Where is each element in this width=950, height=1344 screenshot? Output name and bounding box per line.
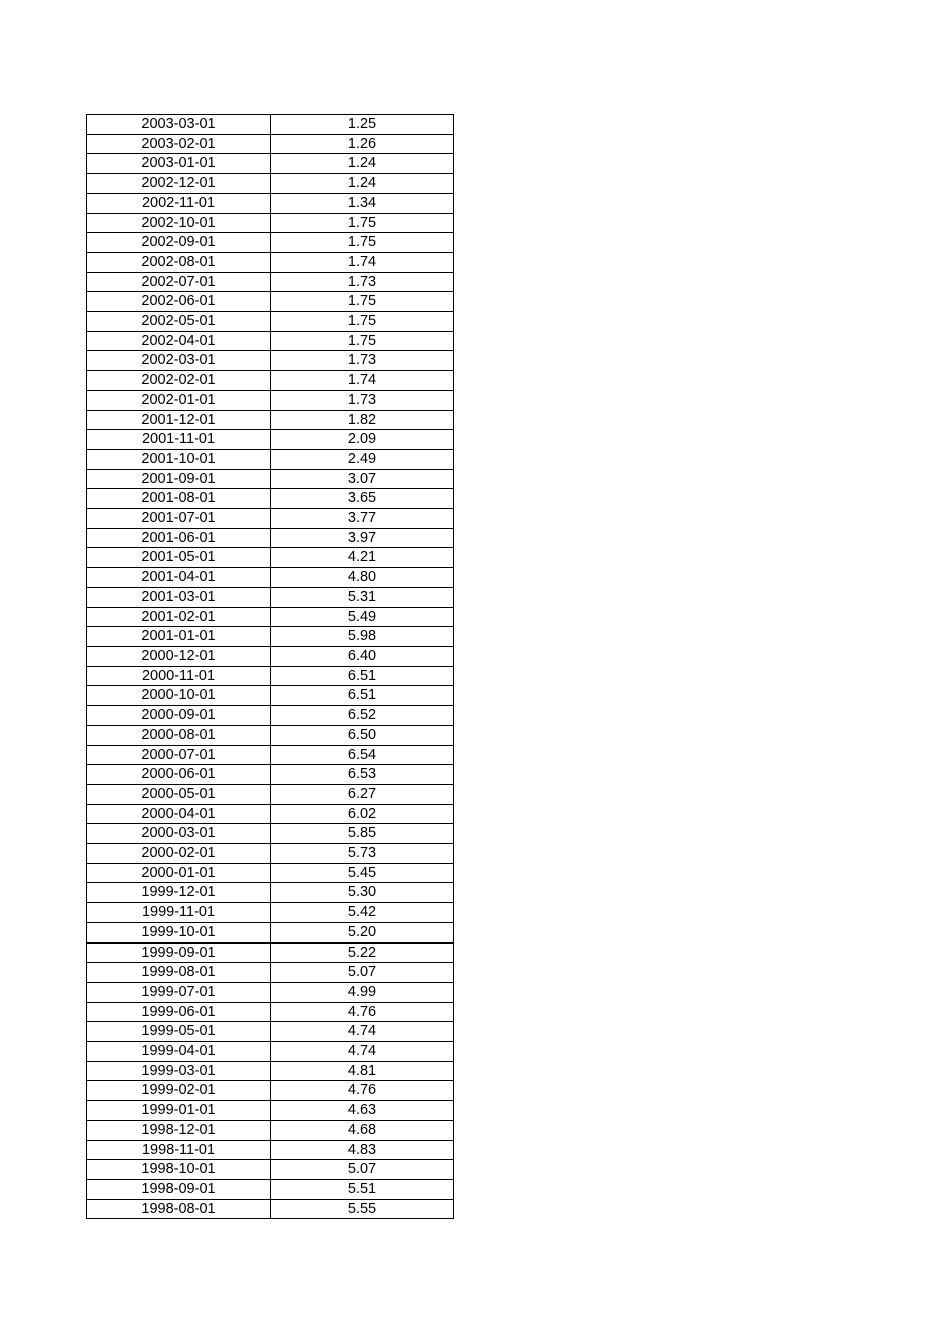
value-cell: 4.21 <box>271 548 454 568</box>
table-row <box>87 390 453 410</box>
date-cell: 2001-08-01 <box>87 489 271 509</box>
value-cell: 5.45 <box>271 863 454 883</box>
table-row <box>87 943 453 963</box>
date-cell: 2002-01-01 <box>87 390 271 410</box>
value-cell: 4.68 <box>271 1120 454 1140</box>
date-cell: 2000-01-01 <box>87 863 271 883</box>
data-table-container <box>86 114 454 1219</box>
value-cell: 4.76 <box>271 1002 454 1022</box>
date-cell: 1998-10-01 <box>87 1160 271 1180</box>
table-row <box>87 627 453 647</box>
value-cell: 2.09 <box>271 430 454 450</box>
date-cell: 1999-04-01 <box>87 1042 271 1062</box>
table-row <box>87 784 453 804</box>
table-row <box>87 410 453 430</box>
value-cell: 1.73 <box>271 272 454 292</box>
date-cell: 1999-06-01 <box>87 1002 271 1022</box>
date-cell: 2001-01-01 <box>87 627 271 647</box>
date-cell: 1999-08-01 <box>87 963 271 983</box>
table-row <box>87 883 453 903</box>
table-row <box>87 1101 453 1121</box>
table-row <box>87 824 453 844</box>
value-cell: 3.77 <box>271 509 454 529</box>
table-row <box>87 745 453 765</box>
table-row <box>87 548 453 568</box>
value-cell: 1.24 <box>271 174 454 194</box>
date-cell: 1999-09-01 <box>87 943 271 963</box>
value-cell: 6.50 <box>271 725 454 745</box>
value-cell: 5.98 <box>271 627 454 647</box>
table-row <box>87 963 453 983</box>
value-cell: 3.65 <box>271 489 454 509</box>
date-cell: 1999-10-01 <box>87 922 271 942</box>
date-cell: 2003-01-01 <box>87 154 271 174</box>
table-row <box>87 686 453 706</box>
date-cell: 2003-03-01 <box>87 115 271 134</box>
table-row <box>87 489 453 509</box>
value-cell: 1.82 <box>271 410 454 430</box>
value-cell: 4.74 <box>271 1022 454 1042</box>
value-cell: 6.27 <box>271 784 454 804</box>
value-cell: 5.22 <box>271 943 454 963</box>
date-cell: 2000-11-01 <box>87 666 271 686</box>
value-cell: 6.51 <box>271 686 454 706</box>
date-cell: 2002-02-01 <box>87 371 271 391</box>
date-cell: 1998-08-01 <box>87 1199 271 1218</box>
value-cell: 5.20 <box>271 922 454 942</box>
table-row <box>87 213 453 233</box>
value-cell: 5.85 <box>271 824 454 844</box>
table-row <box>87 1022 453 1042</box>
value-cell: 1.75 <box>271 233 454 253</box>
date-cell: 2002-08-01 <box>87 252 271 272</box>
value-cell: 1.75 <box>271 213 454 233</box>
value-cell: 1.25 <box>271 115 454 134</box>
table-row <box>87 134 453 154</box>
table-row <box>87 1140 453 1160</box>
value-cell: 1.74 <box>271 252 454 272</box>
value-cell: 1.24 <box>271 154 454 174</box>
value-cell: 1.34 <box>271 193 454 213</box>
table-row <box>87 646 453 666</box>
table-row <box>87 154 453 174</box>
date-cell: 1999-01-01 <box>87 1101 271 1121</box>
table-row <box>87 844 453 864</box>
table-row <box>87 903 453 923</box>
date-cell: 2002-09-01 <box>87 233 271 253</box>
table-row <box>87 982 453 1002</box>
table-row <box>87 252 453 272</box>
table-row <box>87 1120 453 1140</box>
table-row <box>87 312 453 332</box>
date-cell: 1999-07-01 <box>87 982 271 1002</box>
table-row <box>87 174 453 194</box>
value-cell: 5.55 <box>347 1200 377 1217</box>
table-row <box>87 509 453 529</box>
table-row <box>87 1042 453 1062</box>
value-cell: 5.07 <box>271 963 454 983</box>
table-row <box>87 1199 453 1218</box>
date-cell: 2002-12-01 <box>87 174 271 194</box>
value-cell: 4.81 <box>271 1061 454 1081</box>
date-cell: 2002-04-01 <box>87 331 271 351</box>
table-row <box>87 430 453 450</box>
date-cell: 2001-02-01 <box>87 607 271 627</box>
value-cell: 4.99 <box>271 982 454 1002</box>
table-row <box>87 469 453 489</box>
table-row <box>87 1081 453 1101</box>
table-row <box>87 1179 453 1199</box>
date-cell: 2002-06-01 <box>87 292 271 312</box>
table-row <box>87 1061 453 1081</box>
value-cell: 5.07 <box>271 1160 454 1180</box>
value-cell: 1.26 <box>271 134 454 154</box>
table-row <box>87 1002 453 1022</box>
date-cell: 2002-03-01 <box>87 351 271 371</box>
table-row <box>87 587 453 607</box>
date-cell: 1999-02-01 <box>87 1081 271 1101</box>
value-cell: 6.53 <box>271 765 454 785</box>
date-cell: 2003-02-01 <box>87 134 271 154</box>
value-cell: 4.76 <box>271 1081 454 1101</box>
date-cell: 2000-09-01 <box>87 706 271 726</box>
table-row <box>87 233 453 253</box>
table-body <box>87 115 453 1218</box>
date-cell: 2000-06-01 <box>87 765 271 785</box>
table-row <box>87 115 453 134</box>
value-cell: 6.52 <box>271 706 454 726</box>
value-cell: 1.75 <box>271 292 454 312</box>
date-cell: 2001-03-01 <box>87 587 271 607</box>
date-cell: 1999-11-01 <box>87 903 271 923</box>
date-cell: 2000-10-01 <box>87 686 271 706</box>
date-cell: 1999-12-01 <box>87 883 271 903</box>
value-cell: 4.63 <box>271 1101 454 1121</box>
table-row <box>87 863 453 883</box>
table-row <box>87 193 453 213</box>
date-cell: 2000-05-01 <box>87 784 271 804</box>
table-row <box>87 371 453 391</box>
date-cell: 2001-07-01 <box>87 509 271 529</box>
date-cell: 1998-09-01 <box>87 1179 271 1199</box>
value-cell: 4.74 <box>271 1042 454 1062</box>
value-cell: 1.73 <box>271 351 454 371</box>
value-cell: 1.75 <box>271 331 454 351</box>
table-row <box>87 706 453 726</box>
value-cell: 5.49 <box>271 607 454 627</box>
value-cell: 2.49 <box>271 449 454 469</box>
date-cell: 2002-07-01 <box>87 272 271 292</box>
date-cell: 2000-07-01 <box>87 745 271 765</box>
date-cell: 2002-10-01 <box>87 213 271 233</box>
value-cell: 5.31 <box>271 587 454 607</box>
data-table <box>87 115 453 1218</box>
value-cell: 6.54 <box>271 745 454 765</box>
table-row <box>87 351 453 371</box>
value-cell: 1.74 <box>271 371 454 391</box>
date-cell: 2001-11-01 <box>87 430 271 450</box>
value-cell: 1.73 <box>271 390 454 410</box>
value-cell: 6.02 <box>271 804 454 824</box>
value-cell: 5.42 <box>271 903 454 923</box>
date-cell: 2002-05-01 <box>87 312 271 332</box>
date-cell: 1999-03-01 <box>87 1061 271 1081</box>
date-cell: 2000-12-01 <box>87 646 271 666</box>
date-cell: 2002-11-01 <box>87 193 271 213</box>
value-cell: 5.73 <box>271 844 454 864</box>
date-cell: 2001-06-01 <box>87 528 271 548</box>
table-row <box>87 666 453 686</box>
value-cell: 5.30 <box>271 883 454 903</box>
date-cell: 2001-09-01 <box>87 469 271 489</box>
table-row <box>87 568 453 588</box>
value-cell: 5.51 <box>271 1179 454 1199</box>
date-cell: 1999-05-01 <box>87 1022 271 1042</box>
table-row <box>87 922 453 942</box>
table-row <box>87 725 453 745</box>
value-cell: 3.97 <box>271 528 454 548</box>
value-cell: 3.07 <box>271 469 454 489</box>
date-cell: 2001-12-01 <box>87 410 271 430</box>
table-row <box>87 1160 453 1180</box>
date-cell: 2000-02-01 <box>87 844 271 864</box>
table-row <box>87 331 453 351</box>
value-cell: 6.40 <box>271 646 454 666</box>
table-row <box>87 272 453 292</box>
date-cell: 2000-08-01 <box>87 725 271 745</box>
value-cell: 1.75 <box>271 312 454 332</box>
value-cell: 4.83 <box>271 1140 454 1160</box>
date-cell: 2000-03-01 <box>87 824 271 844</box>
date-cell: 1998-11-01 <box>87 1140 271 1160</box>
date-cell: 2001-05-01 <box>87 548 271 568</box>
table-row <box>87 804 453 824</box>
table-row <box>87 292 453 312</box>
table-row <box>87 765 453 785</box>
table-row <box>87 607 453 627</box>
table-row <box>87 449 453 469</box>
date-cell: 2001-04-01 <box>87 568 271 588</box>
date-cell: 2001-10-01 <box>87 449 271 469</box>
table-row <box>87 528 453 548</box>
date-cell: 1998-12-01 <box>87 1120 271 1140</box>
value-cell: 6.51 <box>271 666 454 686</box>
date-cell: 2000-04-01 <box>87 804 271 824</box>
value-cell: 4.80 <box>271 568 454 588</box>
